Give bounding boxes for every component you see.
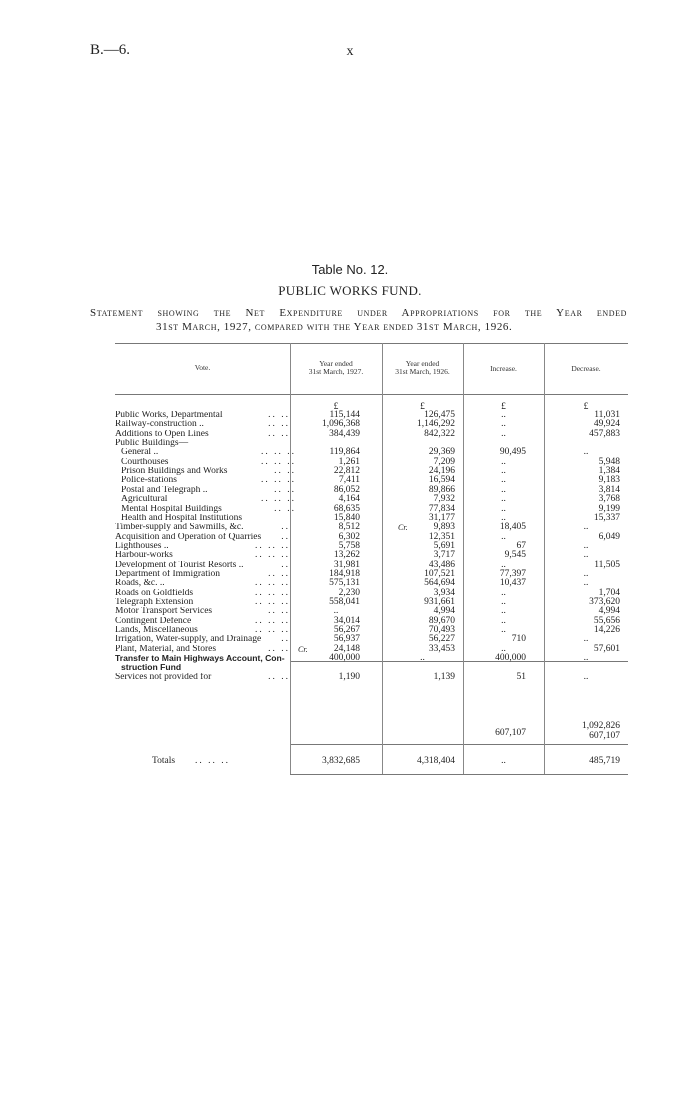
vote-text: Public Works, Departmental	[115, 411, 223, 420]
amount-1926: 29,369	[428, 447, 455, 458]
amount-increase: ..	[501, 625, 506, 636]
vote-text: struction Fund	[121, 663, 182, 673]
vote-label	[115, 654, 290, 663]
vote-text: Lands, Miscellaneous	[115, 626, 198, 636]
totals-increase: ..	[501, 756, 506, 766]
amount-1927: 31,981	[333, 559, 360, 570]
amount-1927: 24,148	[333, 643, 360, 654]
amount-1927: 558,041	[329, 597, 360, 607]
amount-1926: 89,866	[428, 484, 455, 495]
amount-increase: ..	[501, 615, 506, 626]
credit-marker-1926: Cr.	[398, 523, 408, 533]
totals-dots: .. .. ..	[195, 756, 230, 766]
leader-dots: .. .. ..	[261, 476, 296, 486]
leader-dots: .. .. ..	[255, 551, 290, 561]
vote-label	[115, 626, 290, 635]
vote-label	[115, 589, 290, 598]
amount-1927: 13,262	[333, 550, 360, 561]
amount-1927: 5,758	[338, 540, 360, 551]
amount-1926: 70,493	[428, 625, 455, 636]
amount-1926: 7,932	[433, 494, 455, 505]
amount-decrease: 5,948	[598, 456, 620, 467]
amount-1926: 5,691	[433, 540, 455, 551]
leader-dots: .. ..	[268, 569, 290, 579]
amount-decrease: 457,883	[589, 428, 620, 439]
currency-symbol-1926: £	[420, 402, 425, 412]
amount-1927: 56,267	[333, 625, 360, 636]
table-bottom-rule	[290, 774, 628, 775]
vote-label	[115, 617, 290, 626]
header-bottom-rule	[115, 394, 628, 395]
amount-1927: 15,840	[333, 512, 360, 523]
year-1926-column-header	[382, 360, 463, 376]
leader-dots: ..	[281, 560, 290, 570]
leader-dots: .. .. ..	[255, 541, 290, 551]
vote-label	[115, 579, 290, 588]
amount-1927: 184,918	[329, 568, 360, 579]
leader-dots: .. .. ..	[261, 448, 296, 458]
amount-decrease: 6,049	[598, 531, 620, 542]
amount-1927: 1,096,368	[322, 419, 360, 430]
amount-decrease: 1,384	[598, 466, 620, 477]
amount-increase: ..	[501, 410, 506, 420]
amount-1926: 24,196	[428, 466, 455, 477]
amount-increase: ..	[501, 606, 506, 617]
amount-1926: 31,177	[428, 512, 455, 523]
leader-dots: ..	[281, 523, 290, 533]
vote-label	[115, 411, 290, 420]
credit-marker-1927: Cr.	[298, 644, 308, 654]
amount-1926: 564,694	[424, 578, 455, 589]
vote-text: Health and Hospital Institutions	[121, 513, 243, 523]
vote-label	[115, 570, 290, 579]
totals-decrease: 485,719	[589, 756, 620, 766]
amount-1927: 34,014	[333, 615, 360, 626]
year-1927-header-line-1: Year ended	[319, 359, 353, 368]
amount-increase: 710	[511, 634, 526, 645]
vote-text: Police-stations	[121, 476, 177, 486]
vote-label	[115, 598, 290, 607]
amount-1926: 56,227	[428, 634, 455, 645]
totals-label: Totals	[152, 756, 176, 766]
leader-dots: .. .. ..	[255, 579, 290, 589]
page-reference: B.—6.	[90, 42, 131, 58]
vote-label	[115, 495, 296, 504]
amount-1927: 1,261	[338, 456, 360, 467]
amount-decrease: 3,814	[598, 484, 620, 495]
vote-label	[115, 505, 296, 514]
amount-increase: 67	[516, 540, 526, 551]
amount-decrease: ..	[583, 447, 589, 458]
amount-1927: 68,635	[333, 503, 360, 514]
amount-1926: 33,453	[428, 643, 455, 654]
vote-label	[115, 533, 290, 542]
amount-1926: 9,893	[433, 522, 455, 533]
amount-increase: 400,000	[495, 653, 526, 664]
leader-dots: ..	[281, 635, 290, 645]
subtotal-decrease: 1,092,826	[582, 721, 620, 731]
leader-dots: .. ..	[274, 504, 296, 514]
vote-text: Motor Transport Services	[115, 607, 213, 617]
amount-1927: 115,144	[329, 410, 360, 420]
amount-1927: 2,230	[338, 587, 360, 598]
amount-increase: ..	[501, 503, 506, 514]
vote-text: Contingent Defence	[115, 616, 192, 626]
vote-text: Acquisition and Operation of Quarries	[115, 532, 262, 542]
vote-text: Prison Buildings and Works	[121, 467, 228, 477]
amount-increase: 90,495	[499, 447, 526, 458]
vote-label	[115, 439, 290, 448]
table-top-rule	[115, 343, 628, 344]
vote-label	[115, 448, 296, 457]
amount-decrease: 49,924	[593, 419, 620, 430]
vote-text: Railway-construction ..	[115, 420, 204, 430]
vote-text: Agricultural	[121, 495, 168, 505]
amount-decrease: 11,505	[594, 559, 620, 570]
currency-symbol-decrease: £	[583, 402, 589, 412]
vote-text: Harbour-works	[115, 551, 173, 561]
vote-label	[115, 635, 290, 644]
vote-label	[115, 663, 296, 672]
statement-line-2: 31st March, 1927, compared with the Year ended 31st March, 1926.	[156, 321, 513, 333]
totals-1927: 3,832,685	[322, 756, 360, 766]
amount-increase: ..	[501, 512, 506, 523]
vote-label	[115, 607, 290, 616]
subtotal-decrease-offset: 607,107	[589, 731, 620, 741]
amount-1927: 56,937	[333, 634, 360, 645]
vote-label	[115, 476, 296, 485]
amount-1927: 86,052	[333, 484, 360, 495]
amount-decrease: 14,226	[593, 625, 620, 636]
amount-1926: 126,475	[424, 410, 455, 420]
year-1927-header-line-2: 31st March, 1927.	[308, 367, 364, 376]
amount-1926: 77,834	[428, 503, 455, 514]
amount-increase: 77,397	[499, 568, 526, 579]
amount-decrease: 3,768	[598, 494, 620, 505]
table-number: Table No. 12.	[311, 262, 389, 277]
amount-decrease: ..	[583, 568, 589, 579]
vote-label	[115, 486, 296, 495]
vote-text: General ..	[121, 448, 159, 458]
amount-1927: 22,812	[333, 466, 360, 477]
amount-1927: 575,131	[329, 578, 360, 589]
amount-1926: 43,486	[428, 559, 455, 570]
currency-symbol-increase: £	[501, 402, 506, 412]
leader-dots: .. ..	[268, 607, 290, 617]
amount-increase: ..	[501, 475, 506, 486]
vote-label	[115, 420, 290, 429]
vote-text: Development of Tourist Resorts ..	[115, 560, 244, 570]
amount-1926: 3,717	[433, 550, 455, 561]
vote-label	[115, 542, 290, 551]
amount-increase: ..	[501, 559, 506, 570]
amount-1926: 4,994	[433, 606, 455, 617]
amount-1926: 16,594	[428, 475, 455, 486]
amount-increase: ..	[501, 531, 506, 542]
subtotal-increase: 607,107	[495, 728, 526, 738]
amount-1927: 7,411	[338, 475, 360, 486]
amount-decrease: 4,994	[598, 606, 620, 617]
vote-label	[115, 551, 290, 560]
amount-increase: ..	[501, 484, 506, 495]
vote-label	[115, 514, 296, 523]
leader-dots: .. ..	[268, 672, 290, 682]
leader-dots: .. .. ..	[261, 495, 296, 505]
vote-column-header: Vote.	[194, 363, 211, 372]
amount-increase: ..	[501, 466, 506, 477]
vote-text: Courthouses	[121, 457, 169, 467]
amount-1927: 4,164	[338, 494, 360, 505]
amount-decrease: 9,183	[598, 475, 620, 486]
leader-dots: .. .. ..	[255, 616, 290, 626]
amount-1927: 6,302	[338, 531, 360, 542]
leader-dots: .. ..	[268, 420, 290, 430]
vote-label	[115, 561, 290, 570]
vote-label	[115, 430, 290, 439]
totals-1926: 4,318,404	[417, 756, 455, 766]
amount-increase: 9,545	[504, 550, 526, 561]
leader-dots: .. ..	[268, 411, 290, 420]
increase-column-header: Increase.	[490, 364, 517, 373]
amount-1927: 1,190	[338, 671, 360, 682]
amount-increase: ..	[501, 587, 506, 598]
amount-1926: 107,521	[424, 568, 455, 579]
amount-decrease: 373,620	[589, 597, 620, 607]
amount-decrease: ..	[583, 653, 589, 664]
amount-1926: 842,322	[424, 428, 455, 439]
amount-1926: 7,209	[433, 456, 455, 467]
vote-text: Timber-supply and Sawmills, &c.	[115, 523, 244, 533]
amount-decrease: 1,704	[598, 587, 620, 598]
leader-dots: .. .. ..	[261, 457, 296, 467]
amount-increase: ..	[501, 456, 506, 467]
amount-increase: 18,405	[499, 522, 526, 533]
amount-1927: 384,439	[329, 428, 360, 439]
amount-decrease: ..	[583, 578, 589, 589]
year-1927-column-header	[290, 360, 382, 376]
vote-text: Mental Hospital Buildings	[121, 504, 222, 514]
fund-title: PUBLIC WORKS FUND.	[278, 283, 422, 298]
amount-increase: ..	[501, 428, 506, 439]
amount-decrease: ..	[583, 671, 589, 682]
expenditure-table	[115, 343, 628, 783]
vote-text: Department of Immigration	[115, 569, 220, 579]
vote-text: Roads, &c. ..	[115, 579, 165, 589]
leader-dots: .. ..	[268, 429, 290, 439]
amount-decrease: 11,031	[594, 410, 620, 420]
leader-dots: ..	[281, 532, 290, 542]
amount-1927: 119,864	[329, 447, 360, 458]
vote-text: Telegraph Extension	[115, 598, 194, 607]
amount-1927: ..	[333, 606, 339, 617]
amount-increase: ..	[501, 494, 506, 505]
page-number: x	[346, 44, 354, 59]
vote-text: Additions to Open Lines	[115, 429, 209, 439]
amount-1926: 12,351	[428, 531, 455, 542]
amount-decrease: 15,337	[593, 512, 620, 523]
amount-decrease: 55,656	[593, 615, 620, 626]
amount-increase: ..	[501, 643, 506, 654]
amount-1927: 8,512	[338, 522, 360, 533]
amount-1926: 931,661	[424, 597, 455, 607]
amount-increase: ..	[501, 597, 506, 607]
vote-text: Plant, Material, and Stores	[115, 644, 217, 654]
decrease-column-header: Decrease.	[571, 364, 601, 373]
amount-decrease: ..	[583, 634, 589, 645]
vote-label	[115, 645, 290, 654]
amount-1926: 1,146,292	[417, 419, 455, 430]
amount-increase: 10,437	[499, 578, 526, 589]
amount-1926: 3,934	[433, 587, 455, 598]
vote-label	[115, 673, 290, 682]
vote-label	[115, 467, 296, 476]
currency-symbol-1927: £	[333, 402, 339, 412]
amount-1927: 400,000	[329, 653, 360, 664]
leader-dots: .. ..	[274, 467, 296, 477]
vote-text: Transfer to Main Highways Account, Con-	[115, 654, 285, 664]
leader-dots: .. .. ..	[255, 588, 290, 598]
amount-decrease: 57,601	[593, 643, 620, 654]
amount-increase: ..	[501, 419, 506, 430]
leader-dots: .. .. ..	[255, 598, 290, 607]
vote-text: Public Buildings—	[115, 439, 189, 449]
vote-text: Irrigation, Water-supply, and Drainage	[115, 635, 262, 645]
totals-top-rule	[290, 744, 628, 745]
amount-increase: 51	[516, 671, 526, 682]
vote-text: Lighthouses ..	[115, 541, 169, 551]
year-1926-header-line-2: 31st March, 1926.	[395, 367, 450, 376]
amount-decrease: 9,199	[598, 503, 620, 514]
vote-text: Postal and Telegraph ..	[121, 485, 208, 495]
amount-1926: ..	[420, 653, 425, 664]
leader-dots: .. .. ..	[255, 626, 290, 636]
amount-decrease: ..	[583, 522, 589, 533]
year-1926-header-line-1: Year ended	[405, 359, 440, 368]
statement-line-1: Statement showing the Net Expenditure under Appropriations for the Year ended	[90, 307, 627, 319]
amount-1926: 89,670	[428, 615, 455, 626]
leader-dots: .. ..	[274, 485, 296, 495]
amount-1926: 1,139	[433, 671, 455, 682]
vote-label	[115, 458, 296, 467]
amount-decrease: ..	[583, 550, 589, 561]
vote-text: Services not provided for	[115, 672, 212, 682]
leader-dots: .. ..	[268, 644, 290, 654]
vote-text: Roads on Goldfields	[115, 588, 194, 598]
vote-label	[115, 523, 290, 532]
amount-decrease: ..	[583, 540, 589, 551]
